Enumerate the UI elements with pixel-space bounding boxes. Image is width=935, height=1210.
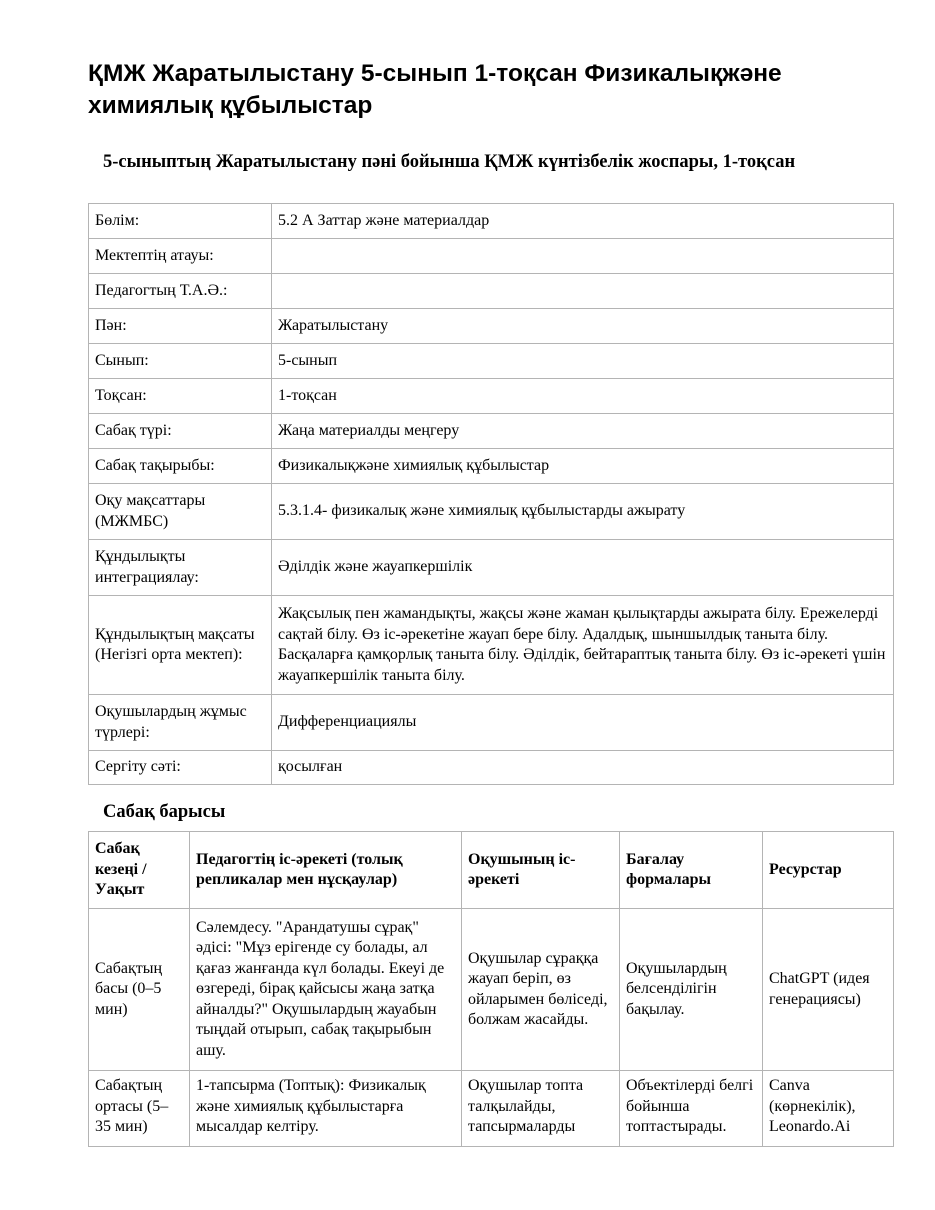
lesson-header-row xyxy=(89,832,894,909)
info-row xyxy=(89,239,894,274)
info-label: Оқушылардың жұмыс түрлері: xyxy=(89,695,272,751)
info-row xyxy=(89,540,894,596)
info-row xyxy=(89,596,894,695)
info-label: Сергіту сәті: xyxy=(89,751,272,785)
teacher-cell: 1-тапсырма (Топтық): Физикалық және химиялық құбылыстарға мысалдар келтіру. xyxy=(190,1071,462,1147)
info-label: Сабақ түрі: xyxy=(89,414,272,449)
assessment-cell: Оқушылардың белсенділігін бақылау. xyxy=(620,909,763,1071)
resources-cell: ChatGPT (идея генерациясы) xyxy=(763,909,894,1071)
info-row xyxy=(89,695,894,751)
info-label: Сынып: xyxy=(89,344,272,379)
info-label: Пән: xyxy=(89,309,272,344)
info-row xyxy=(89,484,894,540)
lesson-table xyxy=(88,831,894,1147)
lesson-heading: Сабақ барысы xyxy=(103,802,226,822)
info-row xyxy=(89,309,894,344)
header-resources: Ресурстар xyxy=(763,832,894,909)
stage-cell: Сабақтың басы (0–5 мин) xyxy=(89,909,190,1071)
stage-cell: Сабақтың ортасы (5–35 мин) xyxy=(89,1071,190,1147)
info-row xyxy=(89,751,894,785)
info-label: Мектептің атауы: xyxy=(89,239,272,274)
info-label: Бөлім: xyxy=(89,204,272,239)
document-title: ҚМЖ Жаратылыстану 5-сынып 1-тоқсан Физикалықжәне химиялық құбылыстар xyxy=(88,60,782,119)
info-label: Құндылықты интеграциялау: xyxy=(89,540,272,596)
info-table xyxy=(88,203,894,785)
table-row xyxy=(89,1071,894,1147)
info-value: Дифференциациялы xyxy=(272,695,894,751)
info-row xyxy=(89,449,894,484)
header-teacher: Педагогтің іс-әрекеті (толық репликалар мен нұсқаулар) xyxy=(190,832,462,909)
info-value: Жаңа материалды меңгеру xyxy=(272,414,894,449)
info-value: Әділдік және жауапкершілік xyxy=(272,540,894,596)
info-label: Құндылықтың мақсаты (Негізгі орта мектеп): xyxy=(89,596,272,695)
student-cell: Оқушылар сұраққа жауап беріп, өз ойларымен бөліседі, болжам жасайды. xyxy=(462,909,620,1071)
info-value xyxy=(272,274,894,309)
info-label: Сабақ тақырыбы: xyxy=(89,449,272,484)
info-value: 5-сынып xyxy=(272,344,894,379)
table-row xyxy=(89,909,894,1071)
info-label: Тоқсан: xyxy=(89,379,272,414)
assessment-cell: Объектілерді белгі бойынша топтастырады. xyxy=(620,1071,763,1147)
info-value: Жақсылық пен жамандықты, жақсы және жаман қылықтарды ажырата білу. Ережелерді сақтай білу. Өз іс-әрекетіне жауап бере білу. Адалдық, шыншылдық таныта білу. Басқаларға қамқорлық таныта білу. Әділдік, бейтараптық таныта білу. Өз іс-әрекеті үшін жауапкершілік таныта білу. xyxy=(272,596,894,695)
info-value: 1-тоқсан xyxy=(272,379,894,414)
info-row xyxy=(89,379,894,414)
info-row xyxy=(89,204,894,239)
info-value: қосылған xyxy=(272,751,894,785)
header-student: Оқушының іс-әрекеті xyxy=(462,832,620,909)
info-row xyxy=(89,344,894,379)
info-value: Физикалықжәне химиялық құбылыстар xyxy=(272,449,894,484)
info-value: 5.2 А Заттар және материалдар xyxy=(272,204,894,239)
plan-heading: 5-сыныптың Жаратылыстану пәні бойынша ҚМЖ күнтізбелік жоспары, 1-тоқсан xyxy=(103,152,796,172)
header-stage: Сабақ кезеңі / Уақыт xyxy=(89,832,190,909)
info-value: Жаратылыстану xyxy=(272,309,894,344)
info-label: Педагогтың Т.А.Ә.: xyxy=(89,274,272,309)
student-cell: Оқушылар топта талқылайды, тапсырмаларды xyxy=(462,1071,620,1147)
info-row xyxy=(89,274,894,309)
resources-cell: Canva (көрнекілік), Leonardo.Ai xyxy=(763,1071,894,1147)
info-label: Оқу мақсаттары (МЖМБС) xyxy=(89,484,272,540)
info-value xyxy=(272,239,894,274)
header-assessment: Бағалау формалары xyxy=(620,832,763,909)
info-row xyxy=(89,414,894,449)
teacher-cell: Сәлемдесу. "Арандатушы сұрақ" әдісі: "Мұз ерігенде су болады, ал қағаз жанғанда күл болады. Екеуі де өзгереді, бірақ қайсысы жаңа затқа айналды?" Оқушылардың жауабын тыңдай отырып, сабақ тақырыбын ашу. xyxy=(190,909,462,1071)
info-value: 5.3.1.4- физикалық және химиялық құбылыстарды ажырату xyxy=(272,484,894,540)
